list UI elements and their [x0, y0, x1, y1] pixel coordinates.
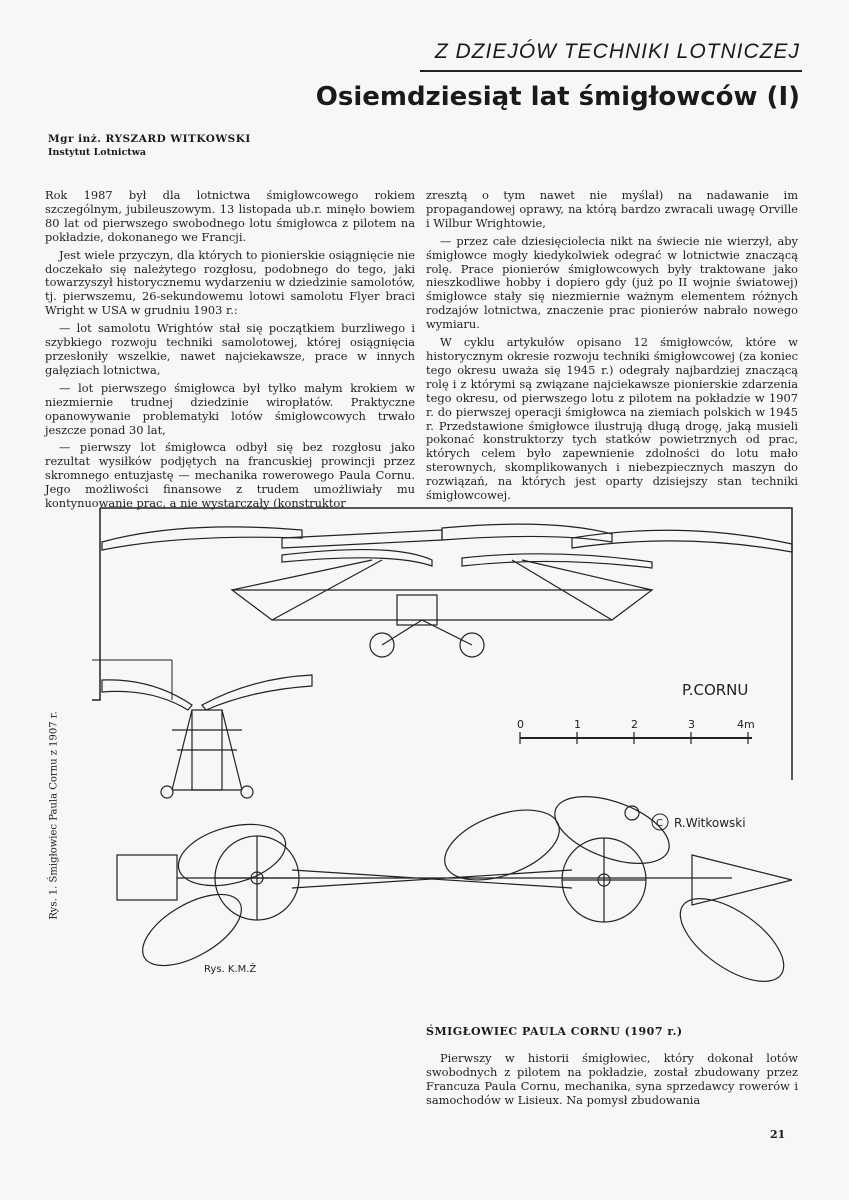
copyright-glyph: C	[656, 818, 663, 829]
paragraph: W cyklu artykułów opisano 12 śmigłowców, które w historycznym okresie rozwoju techniki śmigłowcowej (za koniec tego okresu uważa się 1945 r.) odegrały najbardziej znaczącą rolę i z którymi są związane najciekawsze pionierskie zdarzenia tego okresu, od pierwszego lotu z pilotem na pokładzie w 1907 r. do pierwszej operacji śmigłowca na ziemiach polskich w 1945 r. Przedstawione śmigłowce ilustrują długą drogę, jaką musieli pokonać konstruktorzy tych statków powietrznych od prac, których celem było zapewnienie zdolności do lotu mało sterownych, skomplikowanych i niebezpiecznych maszyn do rozwiązań, na których jest oparty dzisiejszy stan techniki śmigłowcowej.	[426, 335, 798, 503]
paragraph: Jest wiele przyczyn, dla których to pionierskie osiągnięcie nie doczekało się należytego rozgłosu, podobnego do tego, jaki towarzyszył historycznemu wydarzeniu w dziedzinie samolotów, tj. pierwszemu, 26-sekundowemu lotowi samolotu Flyer braci Wright w USA w grudniu 1903 r.:	[45, 247, 415, 318]
paragraph: zresztą o tym nawet nie myślał) na nadawanie im propagandowej oprawy, na którą bardzo zwracali uwagę Orville i Wilbur Wrightowie,	[426, 188, 798, 230]
article-column-right	[426, 189, 798, 507]
scale-tick-label: 1	[574, 718, 581, 731]
paragraph: Rok 1987 był dla lotnictwa śmigłowcowego rokiem szczególnym, jubileuszowym. 13 listopada ub.r. minęło bowiem 80 lat od pierwszego swobodnego lotu śmigłowca z pilotem na pokładzie, dokonanego we Francji.	[45, 188, 415, 244]
figure-model-label: P.CORNU	[682, 681, 749, 699]
helicopter-drawing	[92, 500, 802, 1000]
article-column-left	[45, 189, 415, 515]
section-header: Z DZIEJÓW TECHNIKI LOTNICZEJ	[434, 40, 800, 63]
caption-title: ŚMIGŁOWIEC PAULA CORNU (1907 r.)	[426, 1025, 683, 1038]
paragraph: Pierwszy w historii śmigłowiec, który dokonał lotów swobodnych z pilotem na pokładzie, został zbudowany przez Francuza Paula Cornu, mechanika, syna sprzedawcy rowerów i samochodów w Lisieux. Na pomysł zbudowania	[426, 1051, 798, 1107]
caption-body	[426, 1052, 798, 1112]
author-institute: Instytut Lotnictwa	[48, 147, 147, 158]
paragraph: — pierwszy lot śmigłowca odbył się bez rozgłosu jako rezultat wysiłków podjętych na francuskiej prowincji przez skromnego entuzjastę — mechanika rowerowego Paula Cornu. Jego możliwości finansowe z trudem umożliwiały mu kontynuowanie prac, a nie wystarczały (konstruktor	[45, 440, 415, 511]
figure-copyright: R.Witkowski	[674, 816, 746, 830]
scale-tick-label: 2	[631, 718, 638, 731]
paragraph: — przez całe dziesięciolecia nikt na świecie nie wierzył, aby śmigłowce mogły kiedykolwiek odegrać w lotnictwie znaczącą rolę. Prace pionierów śmigłowcowych były traktowane jako nieszkodliwe hobby i dopiero gdy (już po II wojnie światowej) śmigłowce stały się niezmiernie ważnym elementem różnych rodzajów lotnictwa, znaczenie prac pionierów nabrało nowego wymiaru.	[426, 233, 798, 332]
scale-tick-label: 3	[688, 718, 695, 731]
author-name: Mgr inż. RYSZARD WITKOWSKI	[48, 133, 251, 145]
scale-tick-label: 4m	[737, 718, 755, 731]
figure-side-caption-text: Rys. 1. Śmigłowiec Paula Cornu z 1907 r.	[48, 711, 60, 920]
figure-drawn-by: Rys. K.M.Ż	[204, 964, 257, 975]
paragraph: — lot samolotu Wrightów stał się początkiem burzliwego i szybkiego rozwoju techniki samolotowej, której osiągnięcia przesłoniły wszelkie, nawet najciekawsze, prace w innych gałęziach lotnictwa,	[45, 321, 415, 377]
cornu-drawing-svg	[92, 500, 802, 1000]
figure-side-caption	[44, 640, 62, 990]
header-rule	[420, 70, 802, 72]
scale-tick-label: 0	[517, 718, 524, 731]
page-number: 21	[770, 1128, 786, 1141]
page-title: Osiemdziesiąt lat śmigłowców (I)	[315, 82, 800, 112]
paragraph: — lot pierwszego śmigłowca był tylko małym krokiem w niezmiernie trudnej dziedzinie wiropłatów. Praktyczne opanowywanie problematyki lotów śmigłowcowych trwało jeszcze ponad 30 lat,	[45, 380, 415, 437]
